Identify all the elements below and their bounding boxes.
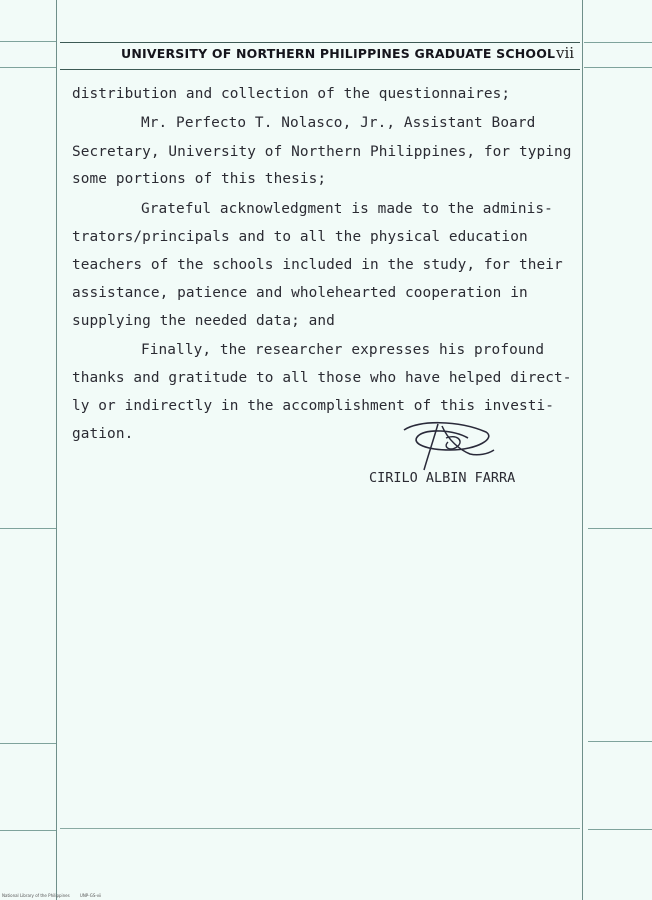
ledger-rule [588, 829, 652, 830]
text-line: gation. [72, 426, 134, 442]
text-line: distribution and collection of the questionnaires; [72, 86, 511, 102]
page-number: vii [556, 44, 575, 62]
text-line: ly or indirectly in the accomplishment of this investi- [72, 398, 555, 414]
ledger-rule [0, 41, 56, 42]
ledger-rule [584, 67, 652, 68]
running-header-title: UNIVERSITY OF NORTHERN PHILIPPINES GRADUATE SCHOOL [121, 46, 556, 61]
ledger-rule [584, 42, 652, 43]
signature-scrawl [398, 416, 498, 474]
footer-id: UNP-GS-vii [79, 893, 102, 898]
header-rule-top [60, 42, 580, 43]
ledger-rule [588, 528, 652, 529]
ledger-rule [0, 67, 56, 68]
left-margin-rule [56, 0, 57, 900]
text-line: supplying the needed data; and [72, 313, 335, 329]
text-line: trators/principals and to all the physical education [72, 229, 528, 245]
text-line: Grateful acknowledgment is made to the adminis- [141, 201, 553, 217]
text-line: thanks and gratitude to all those who have helped direct- [72, 370, 572, 386]
text-line: Finally, the researcher expresses his profound [141, 342, 545, 358]
header-rule-bottom [60, 69, 580, 70]
text-line: Mr. Perfecto T. Nolasco, Jr., Assistant Board [141, 115, 536, 131]
text-line: assistance, patience and wholehearted cooperation in [72, 285, 528, 301]
ledger-rule [60, 828, 580, 829]
text-line: Secretary, University of Northern Philippines, for typing [72, 144, 572, 160]
ledger-rule [0, 528, 56, 529]
scan-footer [2, 893, 101, 898]
ledger-rule [0, 830, 56, 831]
right-margin-rule [582, 0, 583, 900]
signer-name: CIRILO ALBIN FARRA [369, 470, 516, 486]
text-line: some portions of this thesis; [72, 171, 327, 187]
ledger-rule [0, 743, 56, 744]
text-line: teachers of the schools included in the study, for their [72, 257, 563, 273]
footer-source: National Library of the Philippines [2, 893, 70, 898]
ledger-rule [588, 741, 652, 742]
